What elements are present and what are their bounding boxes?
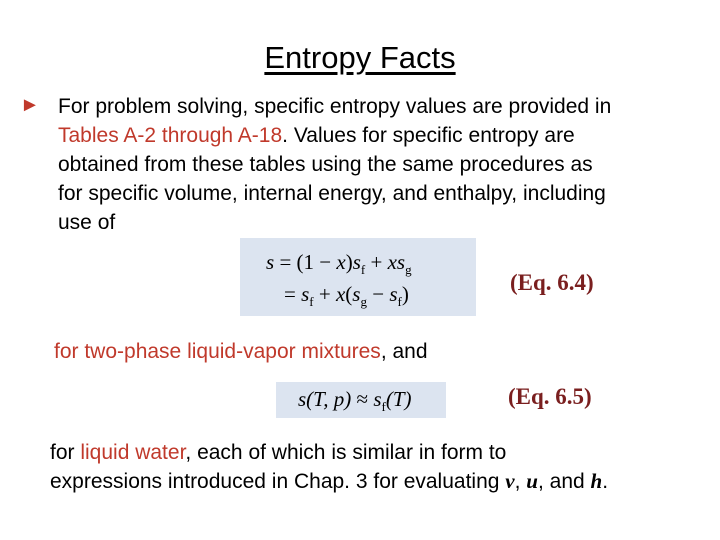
symbol-v: v [505,469,515,493]
eq1-line1: $s = (1 - x)s_f + xs_g$ [266,250,412,278]
paragraph-water [50,438,608,496]
eq-6-5-label: (Eq. 6.5) [508,384,592,409]
para1-line5: use of [58,211,116,234]
para3-line2: expressions introduced in Chap. 3 for evaluating v, u, and h. [50,469,609,493]
para1-line4: for specific volume, internal energy, and enthalpy, including [58,182,606,205]
paragraph-mixtures [54,337,428,366]
para1-line2-rest: . Values for specific entropy are [282,124,575,147]
bullet-arrow-icon: ► [20,94,40,116]
eq-6-4-label: (Eq. 6.4) [510,270,594,295]
equation-6-5-box [276,382,446,418]
eq1-line2: = $s_f + x(s_g - s_f)$ [284,282,409,310]
symbol-u: u [526,469,538,493]
paragraph-intro [58,92,611,237]
para3-line1: for liquid water, each of which is similar in form to [50,441,507,464]
mixtures-link[interactable]: for two-phase liquid-vapor mixtures [54,340,381,363]
eq2-expression: s(T, $p) \approx s_f(T)$ [298,387,412,415]
page-title: Entropy Facts [264,40,456,75]
symbol-h: h [590,469,603,493]
para2-rest: , and [380,340,428,363]
para1-line2 [58,121,611,150]
tables-link[interactable]: Tables A-2 through A-18 [58,124,283,147]
para1-line3: obtained from these tables using the same procedures as [58,153,593,176]
para1-line1: For problem solving, specific entropy values are provided in [58,95,612,118]
equation-6-4-box [240,238,476,316]
liquid-water-link[interactable]: liquid water [80,441,186,464]
